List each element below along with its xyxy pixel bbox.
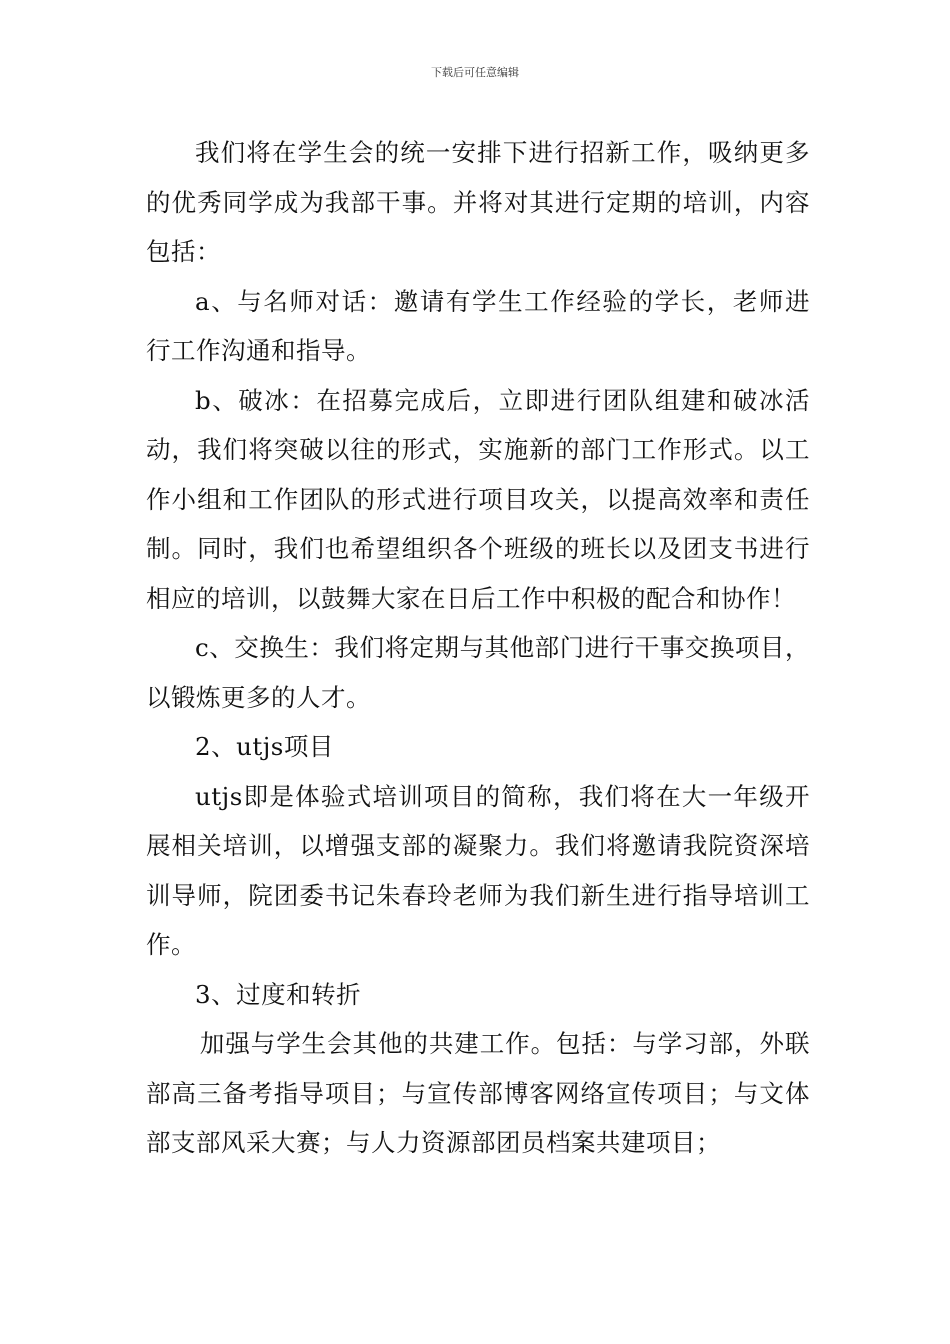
paragraph-item-c: c、交换生：我们将定期与其他部门进行干事交换项目，以锻炼更多的人才。 — [146, 633, 810, 712]
section-heading-utjs: 2、utjs项目 — [195, 732, 334, 761]
section-heading-transition: 3、过度和转折 — [195, 979, 362, 1009]
paragraph-item-a: a、与名师对话：邀请有学生工作经验的学长，老师进行工作沟通和指导。 — [146, 286, 810, 365]
paragraph-utjs: utjs即是体验式培训项目的简称，我们将在大一年级开展相关培训，以增强支部的凝聚力。我们将邀请我院资深培训导师，院团委书记朱春玲老师为我们新生进行指导培训工作。 — [146, 781, 810, 959]
paragraph-cooperation: 加强与学生会其他的共建工作。包括：与学习部，外联部高三备考指导项目；与宣传部博客网络宣传项目；与文体部支部风采大赛；与人力资源部团员档案共建项目； — [146, 1029, 810, 1157]
document-body — [146, 128, 810, 1168]
page-header: 下载后可任意编辑 — [431, 66, 519, 79]
paragraph-item-b: b、破冰：在招募完成后，立即进行团队组建和破冰活动，我们将突破以往的形式，实施新的部门工作形式。以工作小组和工作团队的形式进行项目攻关，以提高效率和责任制。同时，我们也希望组织各个班级的班长以及团支书进行相应的培训，以鼓舞大家在日后工作中积极的配合和协作！ — [146, 385, 810, 613]
paragraph-recruitment: 我们将在学生会的统一安排下进行招新工作，吸纳更多的优秀同学成为我部干事。并将对其进行定期的培训，内容包括： — [146, 138, 810, 266]
